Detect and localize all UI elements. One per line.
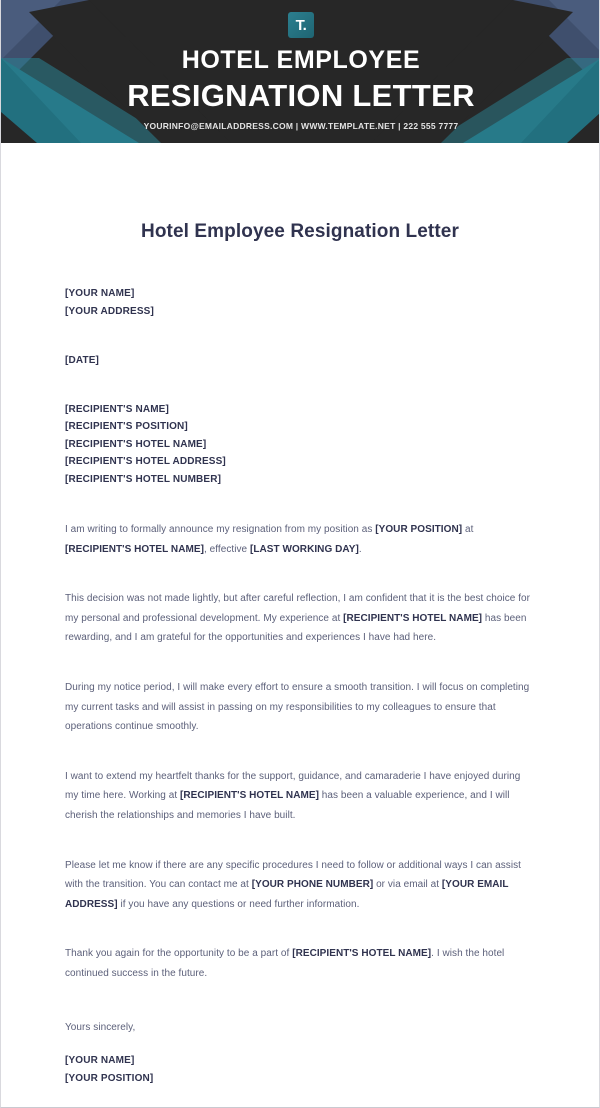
paragraph-text: During my notice period, I will make every effort to ensure a smooth transition. I will focus on completing my current tasks and will assist in passing on my responsibilities to my colleagues to ensure that operations continue smoothly. bbox=[65, 681, 530, 733]
letter-paragraph bbox=[65, 678, 535, 737]
letter-paragraphs bbox=[65, 520, 535, 984]
placeholder-field: [LAST WORKING DAY] bbox=[249, 543, 359, 555]
closing-salutation: Yours sincerely, bbox=[65, 1021, 136, 1033]
letter-paragraph bbox=[65, 767, 535, 826]
paragraph-text: or via email at bbox=[373, 879, 442, 891]
paragraph-text: . I wish the hotel continued success in the future. bbox=[65, 948, 505, 979]
banner-contact-info: YOURINFO@EMAILADDRESS.COM | WWW.TEMPLATE.NET | 222 555 7777 bbox=[143, 121, 459, 131]
paragraph-text: This decision was not made lightly, but after careful reflection, I am confident that it is the best choice for my personal and professional development. My experience at bbox=[65, 593, 531, 624]
sender-block bbox=[65, 285, 535, 320]
letter-paragraph bbox=[65, 520, 535, 559]
paragraph-text: . bbox=[358, 543, 362, 555]
signature-block bbox=[65, 1052, 535, 1107]
placeholder-field: [YOUR POSITION] bbox=[375, 524, 463, 535]
paragraph-text: if you have any questions or need further information. bbox=[117, 898, 360, 910]
page-title: Hotel Employee Resignation Letter bbox=[141, 221, 459, 242]
paragraph-text: has been a valuable experience, and I will cherish the relationships and memories I have built. bbox=[65, 790, 510, 821]
letter-paragraph bbox=[65, 944, 535, 983]
letter-date: [DATE] bbox=[65, 355, 100, 366]
letter-paragraph bbox=[65, 856, 535, 915]
recipient-hotel-number: [RECIPIENT'S HOTEL NUMBER] bbox=[65, 473, 222, 485]
placeholder-field: [RECIPIENT'S HOTEL NAME] bbox=[343, 612, 483, 624]
signature-name: [YOUR NAME] bbox=[65, 1055, 135, 1067]
placeholder-field: [RECIPIENT'S HOTEL NAME] bbox=[292, 948, 432, 960]
paragraph-text: I want to extend my heartfelt thanks for the support, guidance, and camaraderie I have enjoyed during my time here. Working at bbox=[65, 770, 521, 802]
letter-paragraph bbox=[65, 589, 535, 648]
placeholder-field: [RECIPIENT'S HOTEL NAME] bbox=[65, 543, 204, 555]
placeholder-field: [YOUR PHONE NUMBER] bbox=[251, 879, 374, 891]
paragraph-text: Thank you again for the opportunity to be a part of bbox=[65, 948, 293, 960]
sender-address: [YOUR ADDRESS] bbox=[65, 305, 154, 317]
signature-position: [YOUR POSITION] bbox=[65, 1072, 154, 1084]
placeholder-field: [RECIPIENT'S HOTEL NAME] bbox=[180, 790, 319, 802]
recipient-position: [RECIPIENT'S POSITION] bbox=[65, 421, 188, 432]
paragraph-text: has been rewarding, and I am grateful for the opportunities and experiences I have had here. bbox=[65, 612, 527, 644]
paragraph-text: Please let me know if there are any specific procedures I need to follow or additional ways I can assist with the transition. You can contact me at bbox=[65, 859, 521, 891]
template-net-logo-icon: T. bbox=[288, 12, 314, 38]
recipient-hotel-address: [RECIPIENT'S HOTEL ADDRESS] bbox=[65, 456, 226, 467]
recipient-block bbox=[65, 401, 535, 489]
paragraph-text: , effective bbox=[203, 543, 250, 555]
letter-header-banner bbox=[1, 0, 600, 143]
recipient-name: [RECIPIENT'S NAME] bbox=[65, 403, 169, 415]
letter-body bbox=[1, 221, 599, 1107]
paragraph-text: I am writing to formally announce my resignation from my position as bbox=[65, 524, 376, 535]
paragraph-text: at bbox=[462, 524, 474, 535]
placeholder-field: [YOUR EMAIL ADDRESS] bbox=[65, 879, 509, 910]
sender-name: [YOUR NAME] bbox=[65, 288, 135, 299]
banner-content bbox=[1, 0, 600, 143]
date-block bbox=[65, 352, 535, 370]
recipient-hotel-name: [RECIPIENT'S HOTEL NAME] bbox=[65, 438, 207, 450]
banner-title-line-2: RESIGNATION LETTER bbox=[127, 78, 475, 113]
banner-title-line-1: HOTEL EMPLOYEE bbox=[181, 46, 421, 74]
